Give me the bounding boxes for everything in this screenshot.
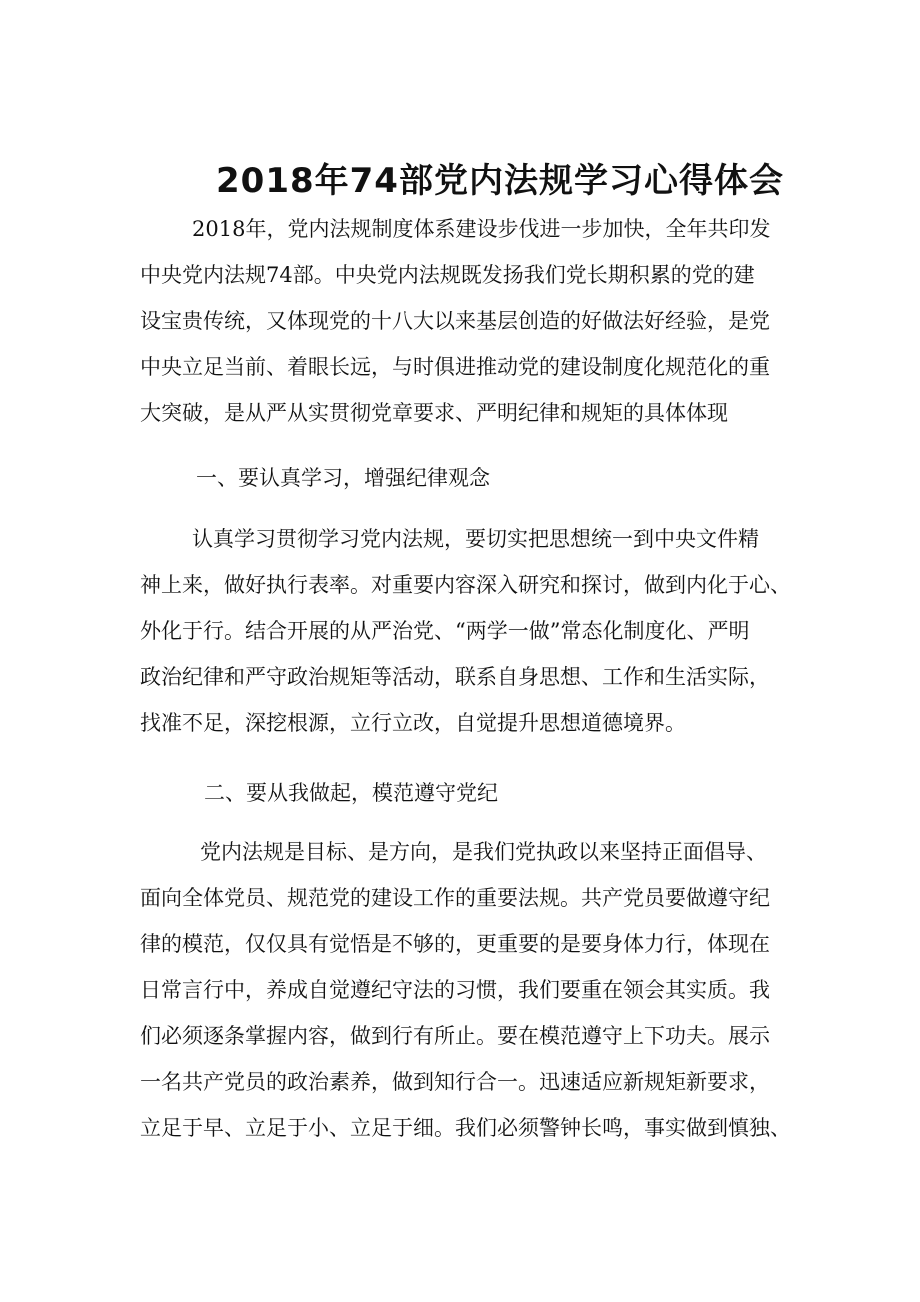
intro-line: 2018年，党内法规制度体系建设步伐进一步加快，全年共印发 [192, 217, 771, 241]
section2-line: 面向全体党员、规范党的建设工作的重要法规。共产党员要做遵守纪 [140, 886, 770, 910]
section1-line: 外化于行。结合开展的从严治党、“两学一做”常态化制度化、严明 [140, 619, 750, 643]
section2-line: 们必须逐条掌握内容，做到行有所止。要在模范遵守上下功夫。展示 [140, 1024, 770, 1048]
intro-line: 大突破，是从严从实贯彻党章要求、严明纪律和规矩的具体体现 [140, 401, 728, 425]
section1-paragraph [140, 516, 790, 746]
section2-line: 日常言行中，养成自觉遵纪守法的习惯，我们要重在领会其实质。我 [140, 978, 770, 1002]
section1-heading: 一、要认真学习，增强纪律观念 [196, 466, 490, 490]
section2-line: 立足于早、立足于小、立足于细。我们必须警钟长鸣，事实做到慎独、 [140, 1116, 791, 1140]
section1-line: 神上来，做好执行表率。对重要内容深入研究和探讨，做到内化于心、 [140, 573, 791, 597]
section2-line: 律的模范，仅仅具有觉悟是不够的，更重要的是要身体力行，体现在 [140, 932, 770, 956]
section2-line: 一名共产党员的政治素养，做到知行合一。迅速适应新规矩新要求， [140, 1070, 770, 1094]
intro-line: 中央立足当前、着眼长远，与时俱进推动党的建设制度化规范化的重 [140, 355, 770, 379]
intro-line: 中央党内法规74部。中央党内法规既发扬我们党长期积累的党的建 [140, 263, 755, 287]
section1-line: 认真学习贯彻学习党内法规，要切实把思想统一到中央文件精 [192, 527, 759, 551]
section2-heading: 二、要从我做起，模范遵守党纪 [204, 781, 498, 805]
intro-line: 设宝贵传统，又体现党的十八大以来基层创造的好做法好经验，是党 [140, 309, 770, 333]
section1-line: 政治纪律和严守政治规矩等活动，联系自身思想、工作和生活实际， [140, 665, 770, 689]
section2-line: 党内法规是目标、是方向，是我们党执政以来坚持正面倡导、 [200, 840, 767, 864]
section1-line: 找准不足，深挖根源，立行立改，自觉提升思想道德境界。 [140, 711, 686, 735]
intro-paragraph [140, 206, 790, 436]
document-title: 2018年74部党内法规学习心得体会 [216, 160, 784, 201]
section2-paragraph [140, 829, 790, 1151]
